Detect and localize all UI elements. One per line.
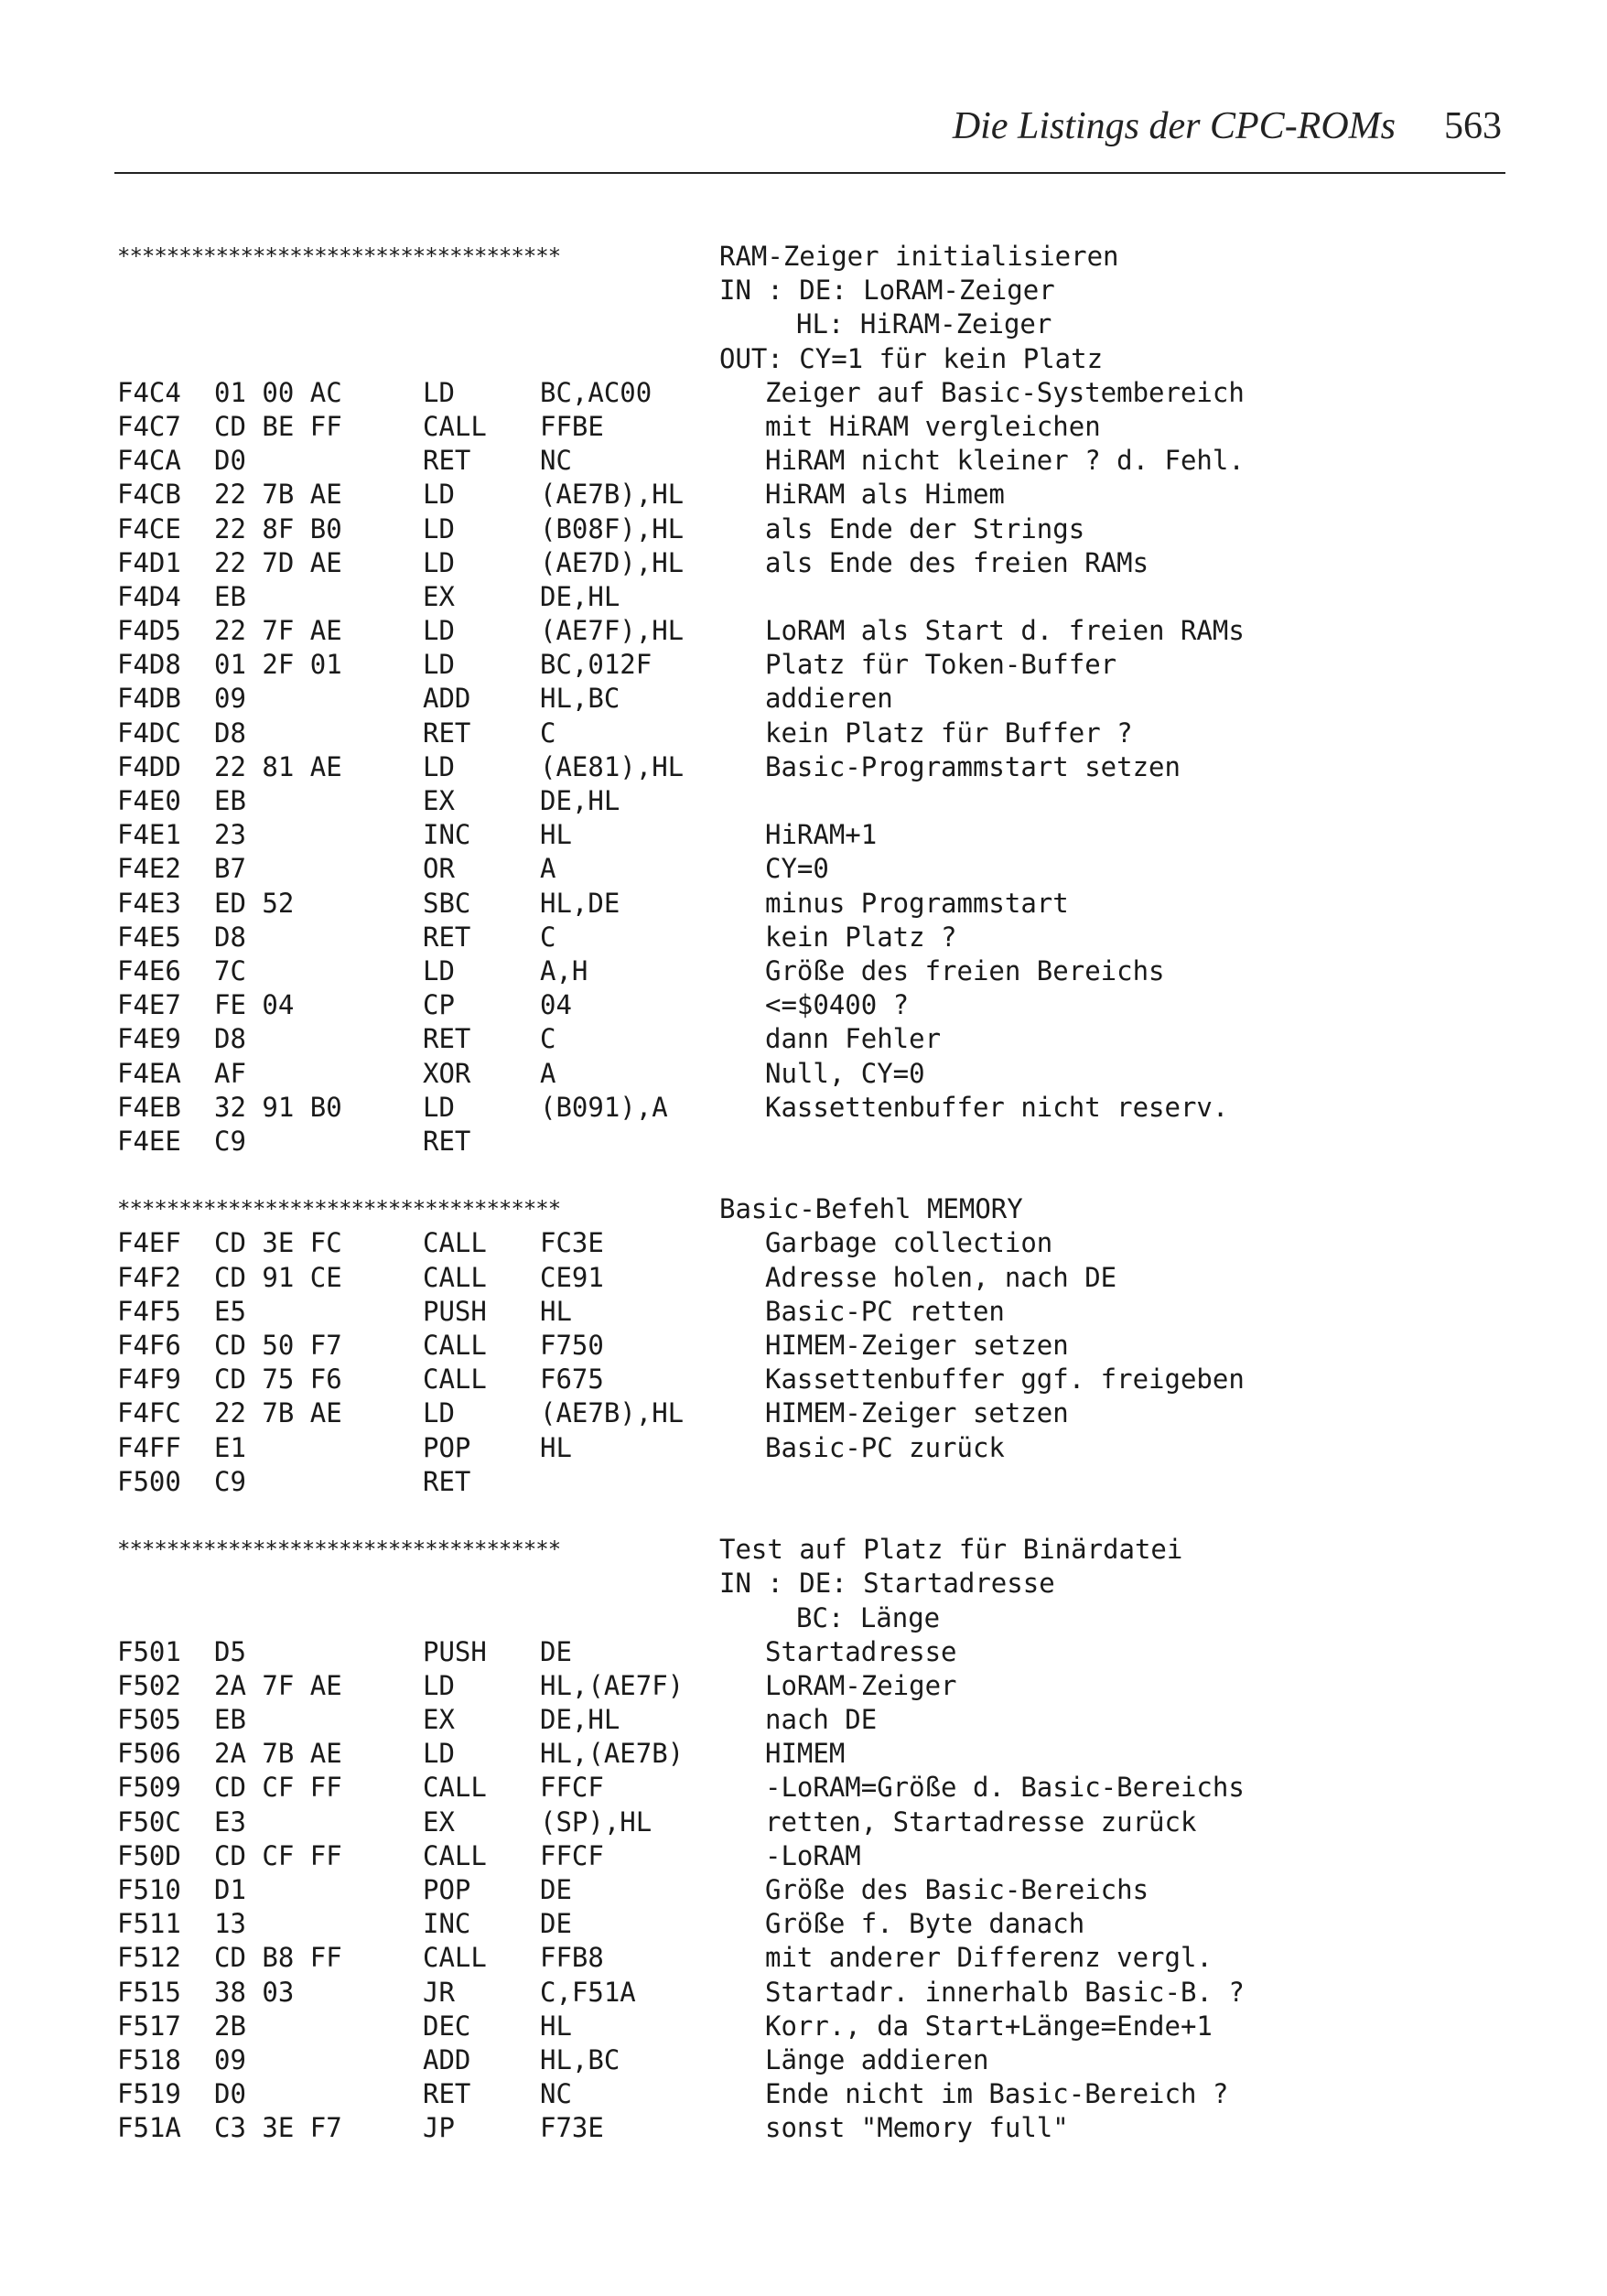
mnemonic: LD — [423, 649, 455, 681]
running-title: Die Listings der CPC-ROMs — [952, 105, 1396, 147]
mnemonic: ADD — [423, 683, 471, 715]
opcode-bytes: CD 75 F6 — [214, 1364, 342, 1396]
mnemonic: LD — [423, 1738, 455, 1770]
operand: C — [540, 1023, 556, 1055]
blank-line — [117, 1499, 1499, 1533]
opcode-bytes: 2A 7B AE — [214, 1738, 342, 1770]
io-description: OUT: CY=1 für kein Platz — [719, 342, 1104, 374]
opcode-bytes: E1 — [214, 1431, 246, 1463]
mnemonic: CALL — [423, 1227, 487, 1259]
operand: HL,(AE7F) — [540, 1669, 685, 1701]
opcode-bytes: CD CF FF — [214, 1839, 342, 1871]
operand: FFCF — [540, 1839, 604, 1871]
address: F4E6 — [117, 954, 181, 986]
opcode-bytes: CD 91 CE — [214, 1261, 342, 1293]
code-line — [117, 580, 1499, 614]
code-line — [117, 1125, 1499, 1159]
opcode-bytes: 23 — [214, 819, 246, 851]
opcode-bytes: 38 03 — [214, 1976, 295, 2008]
mnemonic: LD — [423, 954, 455, 986]
opcode-bytes: 01 2F 01 — [214, 649, 342, 681]
opcode-bytes: CD B8 FF — [214, 1942, 342, 1974]
code-line — [117, 2043, 1499, 2077]
mnemonic: OR — [423, 853, 455, 885]
address: F4CE — [117, 512, 181, 544]
assembly-listing — [117, 240, 1499, 2146]
address: F505 — [117, 1704, 181, 1736]
opcode-bytes: D8 — [214, 921, 246, 953]
section-io-row — [117, 1601, 1499, 1635]
address: F4EB — [117, 1091, 181, 1123]
opcode-bytes: D8 — [214, 1023, 246, 1055]
opcode-bytes: E5 — [214, 1295, 246, 1327]
comment: mit HiRAM vergleichen — [765, 410, 1101, 442]
operand: DE — [540, 1874, 572, 1905]
code-line — [117, 750, 1499, 784]
mnemonic: CALL — [423, 1364, 487, 1396]
comment: kein Platz für Buffer ? — [765, 717, 1133, 749]
code-line — [117, 648, 1499, 682]
mnemonic: SBC — [423, 887, 471, 919]
mnemonic: EX — [423, 785, 455, 816]
address: F500 — [117, 1465, 181, 1497]
comment: Garbage collection — [765, 1227, 1053, 1259]
code-line — [117, 818, 1499, 852]
comment: -LoRAM=Größe d. Basic-Bereichs — [765, 1772, 1245, 1804]
comment: addieren — [765, 683, 893, 715]
operand: DE — [540, 1908, 572, 1940]
separator-stars: ************************************ — [117, 1536, 561, 1563]
code-line — [117, 2077, 1499, 2111]
code-line — [117, 546, 1499, 580]
mnemonic: INC — [423, 819, 471, 851]
mnemonic: RET — [423, 921, 471, 953]
operand: BC,012F — [540, 649, 653, 681]
address: F4FC — [117, 1397, 181, 1429]
operand: F73E — [540, 2112, 604, 2144]
address: F51A — [117, 2112, 181, 2144]
operand: HL — [540, 2010, 572, 2042]
io-description: IN : DE: LoRAM-Zeiger — [719, 275, 1055, 307]
io-description: HL: HiRAM-Zeiger — [796, 308, 1052, 340]
mnemonic: LD — [423, 615, 455, 647]
mnemonic: CALL — [423, 410, 487, 442]
comment: kein Platz ? — [765, 921, 957, 953]
address: F506 — [117, 1738, 181, 1770]
operand: HL — [540, 1295, 572, 1327]
comment: HIMEM — [765, 1738, 846, 1770]
comment: LoRAM-Zeiger — [765, 1669, 957, 1701]
opcode-bytes: 22 7D AE — [214, 546, 342, 578]
comment: Kassettenbuffer ggf. freigeben — [765, 1364, 1245, 1396]
operand: (AE7B),HL — [540, 1397, 685, 1429]
operand: DE — [540, 1635, 572, 1667]
code-line — [117, 2111, 1499, 2145]
code-line — [117, 376, 1499, 410]
code-line — [117, 921, 1499, 954]
address: F4F5 — [117, 1295, 181, 1327]
opcode-bytes: CD 3E FC — [214, 1227, 342, 1259]
opcode-bytes: D1 — [214, 1874, 246, 1905]
address: F518 — [117, 2043, 181, 2075]
address: F4E7 — [117, 989, 181, 1021]
operand: C — [540, 921, 556, 953]
code-line — [117, 1363, 1499, 1396]
section-io-row — [117, 342, 1499, 376]
mnemonic: CP — [423, 989, 455, 1021]
opcode-bytes: E3 — [214, 1806, 246, 1838]
mnemonic: LD — [423, 546, 455, 578]
code-line — [117, 444, 1499, 478]
code-line — [117, 717, 1499, 750]
blank-line — [117, 1159, 1499, 1192]
code-line — [117, 1091, 1499, 1125]
mnemonic: CALL — [423, 1772, 487, 1804]
code-line — [117, 512, 1499, 546]
mnemonic: PUSH — [423, 1295, 487, 1327]
opcode-bytes: EB — [214, 785, 246, 816]
comment: mit anderer Differenz vergl. — [765, 1942, 1213, 1974]
address: F512 — [117, 1942, 181, 1974]
section-io-row — [117, 274, 1499, 307]
section-header-row — [117, 1533, 1499, 1567]
mnemonic: EX — [423, 1704, 455, 1736]
code-line — [117, 1465, 1499, 1499]
operand: A — [540, 1057, 556, 1089]
address: F4EE — [117, 1125, 181, 1157]
mnemonic: POP — [423, 1431, 471, 1463]
comment: minus Programmstart — [765, 887, 1069, 919]
comment: HIMEM-Zeiger setzen — [765, 1330, 1069, 1361]
operand: (B091),A — [540, 1091, 668, 1123]
address: F502 — [117, 1669, 181, 1701]
code-line — [117, 1431, 1499, 1465]
opcode-bytes: 32 91 B0 — [214, 1091, 342, 1123]
comment: Adresse holen, nach DE — [765, 1261, 1117, 1293]
code-line — [117, 1022, 1499, 1056]
comment: Startadresse — [765, 1635, 957, 1667]
operand: BC,AC00 — [540, 376, 653, 408]
mnemonic: JR — [423, 1976, 455, 2008]
address: F4DB — [117, 683, 181, 715]
operand: HL,BC — [540, 683, 620, 715]
operand: 04 — [540, 989, 572, 1021]
code-line — [117, 682, 1499, 716]
operand: FFBE — [540, 410, 604, 442]
operand: HL,DE — [540, 887, 620, 919]
section-heading: Test auf Platz für Binärdatei — [719, 1534, 1183, 1566]
comment: dann Fehler — [765, 1023, 942, 1055]
address: F509 — [117, 1772, 181, 1804]
comment: Basic-PC zurück — [765, 1431, 1005, 1463]
address: F4E5 — [117, 921, 181, 953]
opcode-bytes: 7C — [214, 954, 246, 986]
mnemonic: PUSH — [423, 1635, 487, 1667]
section-heading: RAM-Zeiger initialisieren — [719, 241, 1119, 272]
mnemonic: LD — [423, 1669, 455, 1701]
code-line — [117, 1261, 1499, 1295]
operand: NC — [540, 2078, 572, 2110]
opcode-bytes: D8 — [214, 717, 246, 749]
opcode-bytes: 01 00 AC — [214, 376, 342, 408]
address: F4C7 — [117, 410, 181, 442]
comment: als Ende der Strings — [765, 512, 1085, 544]
mnemonic: LD — [423, 1091, 455, 1123]
code-line — [117, 478, 1499, 512]
operand: F675 — [540, 1364, 604, 1396]
operand: (B08F),HL — [540, 512, 685, 544]
mnemonic: XOR — [423, 1057, 471, 1089]
opcode-bytes: 22 7B AE — [214, 1397, 342, 1429]
section-header-row — [117, 240, 1499, 274]
section-io-row — [117, 307, 1499, 341]
io-description: IN : DE: Startadresse — [719, 1568, 1055, 1600]
comment: Startadr. innerhalb Basic-B. ? — [765, 1976, 1245, 2008]
code-line — [117, 1057, 1499, 1091]
comment: Größe des Basic-Bereichs — [765, 1874, 1149, 1905]
operand: HL,BC — [540, 2043, 620, 2075]
mnemonic: ADD — [423, 2043, 471, 2075]
mnemonic: RET — [423, 1023, 471, 1055]
address: F4E9 — [117, 1023, 181, 1055]
code-line — [117, 1295, 1499, 1329]
comment: Größe des freien Bereichs — [765, 954, 1165, 986]
address: F4E3 — [117, 887, 181, 919]
mnemonic: LD — [423, 479, 455, 511]
mnemonic: LD — [423, 512, 455, 544]
comment: retten, Startadresse zurück — [765, 1806, 1197, 1838]
mnemonic: CALL — [423, 1839, 487, 1871]
comment: <=$0400 ? — [765, 989, 910, 1021]
mnemonic: CALL — [423, 1330, 487, 1361]
opcode-bytes: 22 7F AE — [214, 615, 342, 647]
address: F4C4 — [117, 376, 181, 408]
address: F4E0 — [117, 785, 181, 816]
opcode-bytes: CD CF FF — [214, 1772, 342, 1804]
operand: FFB8 — [540, 1942, 604, 1974]
opcode-bytes: 13 — [214, 1908, 246, 1940]
comment: -LoRAM — [765, 1839, 861, 1871]
opcode-bytes: 22 8F B0 — [214, 512, 342, 544]
comment: CY=0 — [765, 853, 829, 885]
opcode-bytes: B7 — [214, 853, 246, 885]
address: F519 — [117, 2078, 181, 2110]
opcode-bytes: D0 — [214, 2078, 246, 2110]
mnemonic: INC — [423, 1908, 471, 1940]
operand: CE91 — [540, 1261, 604, 1293]
mnemonic: CALL — [423, 1261, 487, 1293]
code-line — [117, 1669, 1499, 1703]
address: F517 — [117, 2010, 181, 2042]
comment: als Ende des freien RAMs — [765, 546, 1149, 578]
operand: F750 — [540, 1330, 604, 1361]
section-header-row — [117, 1192, 1499, 1226]
opcode-bytes: C9 — [214, 1125, 246, 1157]
mnemonic: RET — [423, 1465, 471, 1497]
comment: HiRAM nicht kleiner ? d. Fehl. — [765, 445, 1245, 477]
operand: FFCF — [540, 1772, 604, 1804]
comment: Zeiger auf Basic-Systembereich — [765, 376, 1245, 408]
code-line — [117, 784, 1499, 818]
opcode-bytes: 2B — [214, 2010, 246, 2042]
address: F4F6 — [117, 1330, 181, 1361]
operand: DE,HL — [540, 580, 620, 612]
opcode-bytes: D5 — [214, 1635, 246, 1667]
opcode-bytes: CD 50 F7 — [214, 1330, 342, 1361]
section-io-row — [117, 1567, 1499, 1601]
code-line — [117, 1839, 1499, 1873]
operand: A — [540, 853, 556, 885]
address: F4DD — [117, 750, 181, 782]
comment: Korr., da Start+Länge=Ende+1 — [765, 2010, 1213, 2042]
operand: HL,(AE7B) — [540, 1738, 685, 1770]
address: F4D8 — [117, 649, 181, 681]
code-line — [117, 1226, 1499, 1260]
comment: sonst "Memory full" — [765, 2112, 1069, 2144]
code-line — [117, 1873, 1499, 1907]
opcode-bytes: C3 3E F7 — [214, 2112, 342, 2144]
mnemonic: RET — [423, 1125, 471, 1157]
code-line — [117, 988, 1499, 1022]
code-line — [117, 1806, 1499, 1839]
mnemonic: RET — [423, 445, 471, 477]
mnemonic: CALL — [423, 1942, 487, 1974]
mnemonic: RET — [423, 2078, 471, 2110]
operand: C — [540, 717, 556, 749]
comment: LoRAM als Start d. freien RAMs — [765, 615, 1245, 647]
mnemonic: DEC — [423, 2010, 471, 2042]
operand: (AE81),HL — [540, 750, 685, 782]
comment: Null, CY=0 — [765, 1057, 925, 1089]
opcode-bytes: 2A 7F AE — [214, 1669, 342, 1701]
address: F4CB — [117, 479, 181, 511]
address: F4D4 — [117, 580, 181, 612]
opcode-bytes: EB — [214, 580, 246, 612]
code-line — [117, 1941, 1499, 1975]
address: F4E1 — [117, 819, 181, 851]
opcode-bytes: 09 — [214, 2043, 246, 2075]
opcode-bytes: ED 52 — [214, 887, 295, 919]
operand: DE,HL — [540, 785, 620, 816]
code-line — [117, 887, 1499, 921]
code-line — [117, 1907, 1499, 1941]
code-line — [117, 2010, 1499, 2043]
comment: Basic-PC retten — [765, 1295, 1005, 1327]
address: F4FF — [117, 1431, 181, 1463]
opcode-bytes: EB — [214, 1704, 246, 1736]
comment: Platz für Token-Buffer — [765, 649, 1117, 681]
operand: C,F51A — [540, 1976, 636, 2008]
mnemonic: EX — [423, 580, 455, 612]
mnemonic: JP — [423, 2112, 455, 2144]
address: F515 — [117, 1976, 181, 2008]
operand: NC — [540, 445, 572, 477]
opcode-bytes: CD BE FF — [214, 410, 342, 442]
code-line — [117, 614, 1499, 648]
page-number: 563 — [1444, 105, 1502, 147]
opcode-bytes: 09 — [214, 683, 246, 715]
code-line — [117, 1329, 1499, 1363]
section-heading: Basic-Befehl MEMORY — [719, 1193, 1023, 1225]
address: F4F2 — [117, 1261, 181, 1293]
address: F4D5 — [117, 615, 181, 647]
address: F511 — [117, 1908, 181, 1940]
operand: A,H — [540, 954, 588, 986]
comment: Basic-Programmstart setzen — [765, 750, 1181, 782]
operand: FC3E — [540, 1227, 604, 1259]
comment: nach DE — [765, 1704, 878, 1736]
operand: HL — [540, 1431, 572, 1463]
address: F501 — [117, 1635, 181, 1667]
operand: (AE7F),HL — [540, 615, 685, 647]
operand: (AE7B),HL — [540, 479, 685, 511]
mnemonic: LD — [423, 750, 455, 782]
code-line — [117, 1771, 1499, 1805]
opcode-bytes: 22 81 AE — [214, 750, 342, 782]
code-line — [117, 954, 1499, 988]
address: F50C — [117, 1806, 181, 1838]
mnemonic: RET — [423, 717, 471, 749]
address: F50D — [117, 1839, 181, 1871]
mnemonic: LD — [423, 376, 455, 408]
operand: (AE7D),HL — [540, 546, 685, 578]
operand: DE,HL — [540, 1704, 620, 1736]
io-description: BC: Länge — [796, 1601, 941, 1633]
operand: (SP),HL — [540, 1806, 653, 1838]
opcode-bytes: 22 7B AE — [214, 479, 342, 511]
code-line — [117, 1703, 1499, 1737]
comment: HiRAM+1 — [765, 819, 878, 851]
opcode-bytes: C9 — [214, 1465, 246, 1497]
code-line — [117, 1396, 1499, 1430]
code-line — [117, 410, 1499, 444]
comment: Ende nicht im Basic-Bereich ? — [765, 2078, 1229, 2110]
mnemonic: LD — [423, 1397, 455, 1429]
opcode-bytes: D0 — [214, 445, 246, 477]
comment: Länge addieren — [765, 2043, 989, 2075]
address: F4D1 — [117, 546, 181, 578]
operand: HL — [540, 819, 572, 851]
opcode-bytes: FE 04 — [214, 989, 295, 1021]
address: F4CA — [117, 445, 181, 477]
code-line — [117, 1976, 1499, 2010]
page-header — [114, 99, 1505, 174]
comment: HiRAM als Himem — [765, 479, 1005, 511]
address: F4E2 — [117, 853, 181, 885]
code-line — [117, 1635, 1499, 1669]
comment: HIMEM-Zeiger setzen — [765, 1397, 1069, 1429]
code-line — [117, 852, 1499, 886]
address: F4DC — [117, 717, 181, 749]
mnemonic: POP — [423, 1874, 471, 1905]
separator-stars: ************************************ — [117, 243, 561, 269]
address: F4EA — [117, 1057, 181, 1089]
comment: Größe f. Byte danach — [765, 1908, 1085, 1940]
opcode-bytes: AF — [214, 1057, 246, 1089]
address: F510 — [117, 1874, 181, 1905]
separator-stars: ************************************ — [117, 1196, 561, 1223]
address: F4EF — [117, 1227, 181, 1259]
address: F4F9 — [117, 1364, 181, 1396]
code-line — [117, 1737, 1499, 1771]
comment: Kassettenbuffer nicht reserv. — [765, 1091, 1229, 1123]
mnemonic: EX — [423, 1806, 455, 1838]
